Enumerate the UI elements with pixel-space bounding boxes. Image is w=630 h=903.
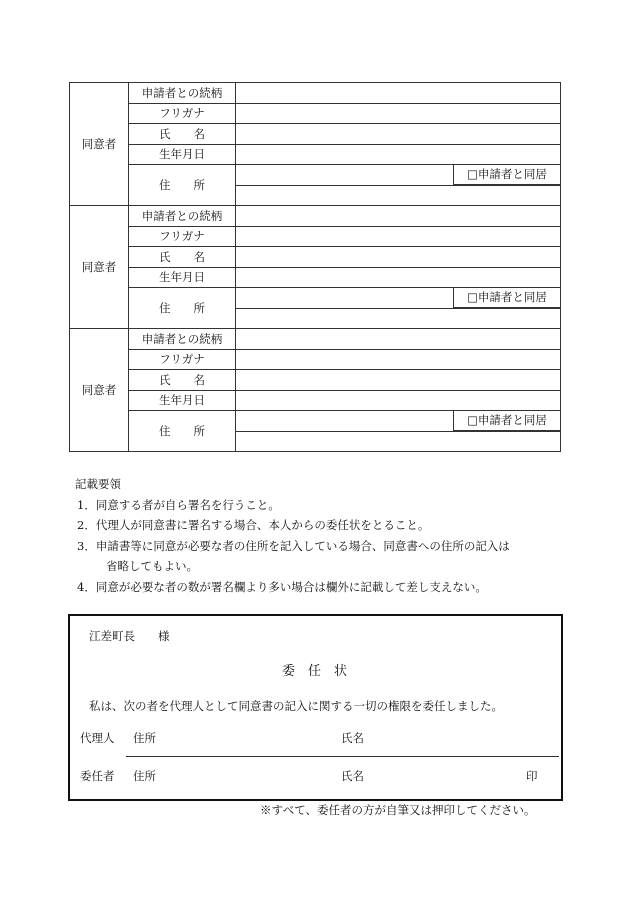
instruction-item-1: 1．同意する者が自ら署名を行うこと。 bbox=[77, 497, 280, 512]
agent-address-label: 住所 bbox=[133, 731, 156, 745]
furigana-label: フリガナ bbox=[129, 349, 236, 370]
table-row bbox=[70, 144, 561, 165]
table-row bbox=[70, 247, 561, 268]
consent-table bbox=[69, 82, 561, 452]
name-label: 氏 名 bbox=[129, 247, 236, 268]
relation-label: 申請者との続柄 bbox=[129, 206, 236, 227]
relation-label: 申請者との続柄 bbox=[129, 329, 236, 350]
birth-label: 生年月日 bbox=[129, 144, 236, 165]
instructions bbox=[75, 474, 510, 597]
proxy-body: 私は、次の者を代理人として同意書の記入に関する一切の権限を委任しました。 bbox=[89, 699, 503, 713]
addressee: 江差町長 様 bbox=[89, 629, 170, 643]
furigana-field[interactable] bbox=[236, 103, 561, 124]
agent-name-label: 氏名 bbox=[341, 731, 364, 745]
name-field[interactable] bbox=[236, 247, 561, 268]
instruction-item-2: 2．代理人が同意書に署名する場合、本人からの委任状をとること。 bbox=[77, 518, 430, 532]
seal-mark: 印 bbox=[526, 769, 538, 783]
name-label: 氏 名 bbox=[129, 124, 236, 145]
table-row bbox=[70, 206, 561, 227]
address-label: 住 所 bbox=[129, 411, 236, 452]
instructions-title: 記載要領 bbox=[75, 477, 121, 491]
relation-field[interactable] bbox=[236, 206, 561, 227]
name-label: 氏 名 bbox=[129, 370, 236, 391]
address-label: 住 所 bbox=[129, 288, 236, 329]
instruction-item-3: 3．申請書等に同意が必要な者の住所を記入している場合、同意書への住所の記入は bbox=[77, 538, 510, 553]
same-residence-checkbox[interactable]: □申請者と同居 bbox=[453, 411, 560, 431]
delegator-label: 委任者 bbox=[80, 769, 115, 783]
relation-label: 申請者との続柄 bbox=[129, 83, 236, 104]
birth-label: 生年月日 bbox=[129, 390, 236, 411]
relation-field[interactable] bbox=[236, 329, 561, 350]
address-field[interactable] bbox=[236, 288, 561, 309]
address-field[interactable] bbox=[236, 165, 561, 186]
divider bbox=[126, 756, 559, 757]
consenter-group-label: 同意者 bbox=[70, 206, 129, 329]
instruction-item-4: 4．同意が必要な者の数が署名欄より多い場合は欄外に記載して差し支えない。 bbox=[77, 579, 487, 594]
delegator-address-label: 住所 bbox=[133, 769, 156, 783]
furigana-label: フリガナ bbox=[129, 226, 236, 247]
address-field-2[interactable] bbox=[236, 185, 561, 206]
table-row bbox=[70, 411, 561, 432]
birth-field[interactable] bbox=[236, 144, 561, 165]
furigana-field[interactable] bbox=[236, 226, 561, 247]
proxy-title: 委 任 状 bbox=[282, 664, 348, 679]
table-row bbox=[70, 103, 561, 124]
instruction-item-3-cont: 省略してもよい。 bbox=[106, 559, 198, 573]
furigana-field[interactable] bbox=[236, 349, 561, 370]
birth-field[interactable] bbox=[236, 267, 561, 288]
name-field[interactable] bbox=[236, 370, 561, 391]
table-row bbox=[70, 390, 561, 411]
address-field[interactable] bbox=[236, 411, 561, 432]
relation-field[interactable] bbox=[236, 83, 561, 104]
table-row bbox=[70, 83, 561, 104]
table-row bbox=[70, 370, 561, 391]
birth-field[interactable] bbox=[236, 390, 561, 411]
same-residence-checkbox[interactable]: □申請者と同居 bbox=[453, 288, 560, 308]
consenter-group-label: 同意者 bbox=[70, 83, 129, 206]
table-row bbox=[70, 329, 561, 350]
delegator-name-label: 氏名 bbox=[341, 769, 364, 783]
table-row bbox=[70, 267, 561, 288]
furigana-label: フリガナ bbox=[129, 103, 236, 124]
footnote: ※すべて、委任者の方が自筆又は押印してください。 bbox=[260, 803, 536, 817]
table-row bbox=[70, 226, 561, 247]
birth-label: 生年月日 bbox=[129, 267, 236, 288]
agent-label: 代理人 bbox=[80, 731, 115, 745]
consenter-group-label: 同意者 bbox=[70, 329, 129, 452]
table-row bbox=[70, 124, 561, 145]
address-field-2[interactable] bbox=[236, 431, 561, 452]
table-row bbox=[70, 349, 561, 370]
address-field-2[interactable] bbox=[236, 308, 561, 329]
address-label: 住 所 bbox=[129, 165, 236, 206]
table-row bbox=[70, 288, 561, 309]
same-residence-checkbox[interactable]: □申請者と同居 bbox=[453, 165, 560, 185]
table-row bbox=[70, 165, 561, 186]
name-field[interactable] bbox=[236, 124, 561, 145]
